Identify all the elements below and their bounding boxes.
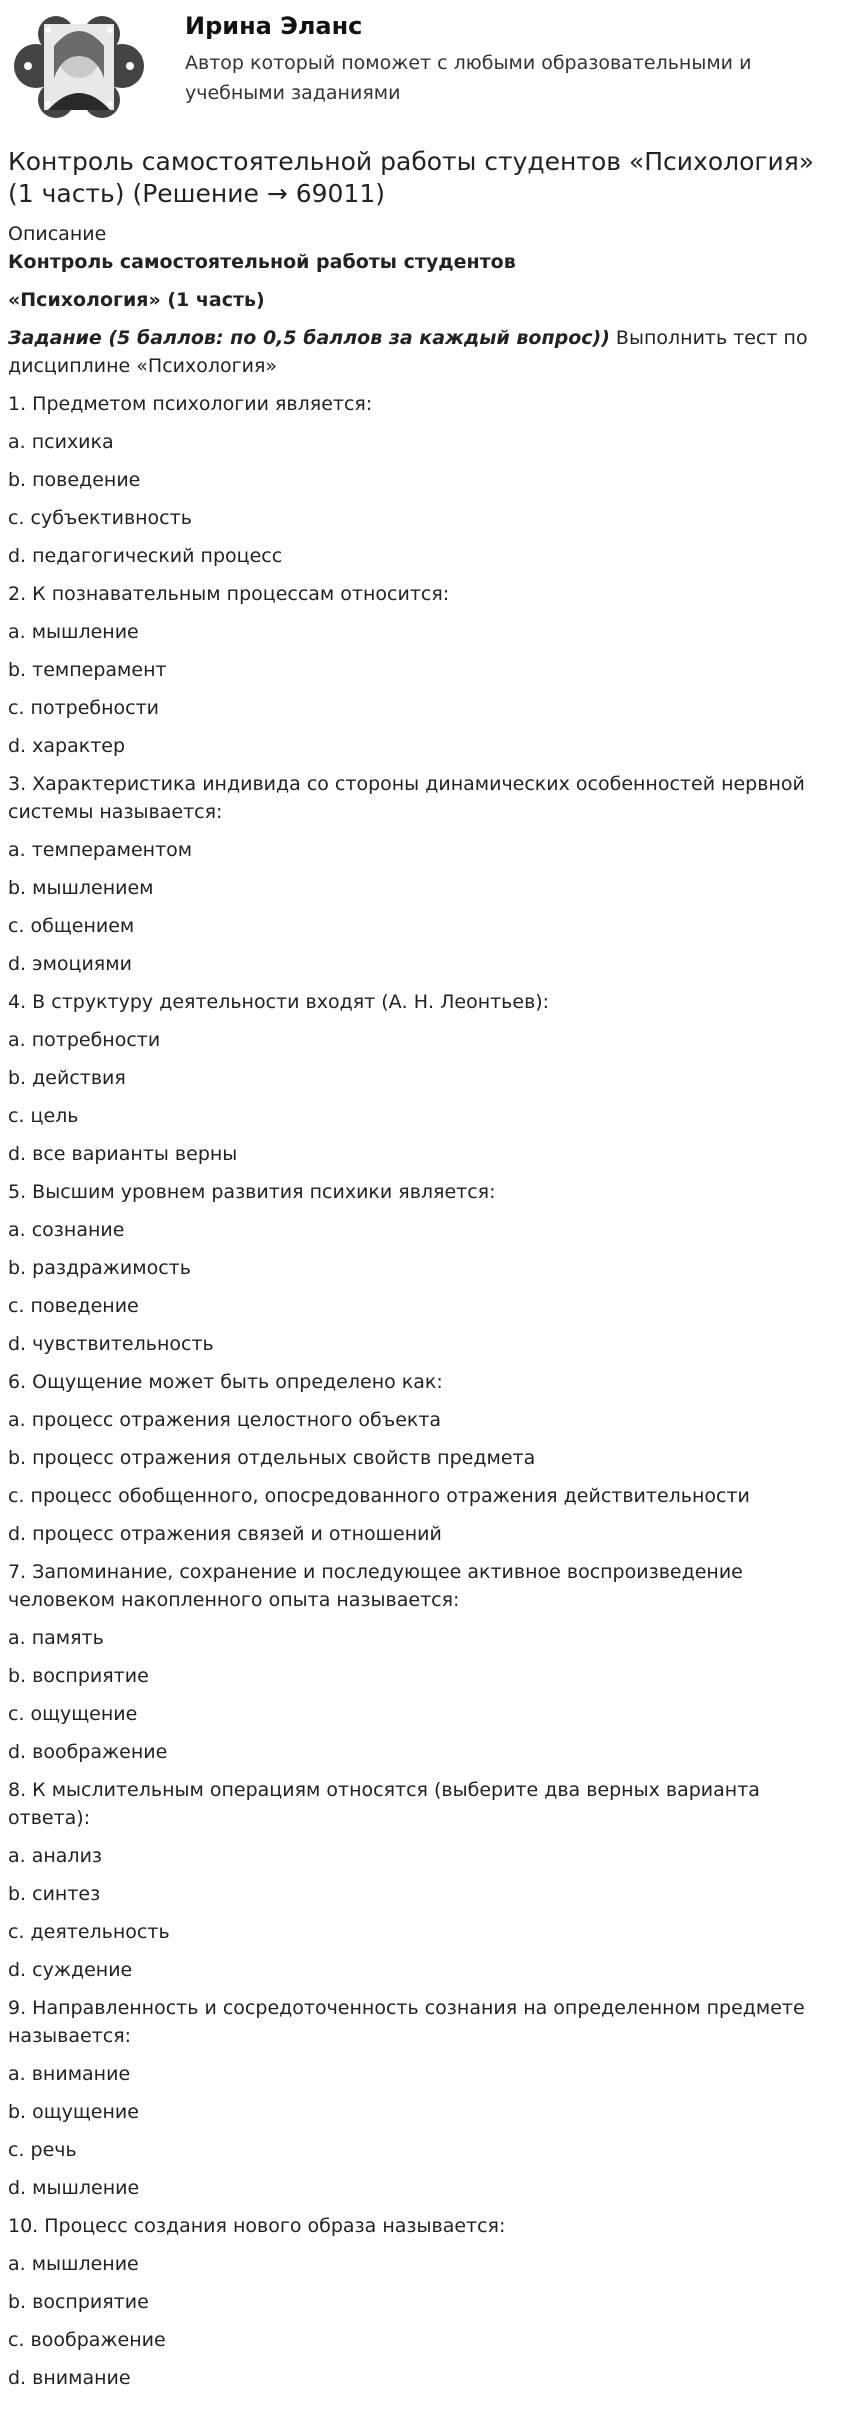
author-description: Автор который поможет с любыми образовательными и учебными заданиями bbox=[185, 52, 752, 104]
author-name[interactable]: Ирина Эланс bbox=[185, 12, 363, 40]
answer-option: d. внимание bbox=[8, 2367, 131, 2389]
answer-option: d. характер bbox=[8, 735, 126, 757]
answer-option: a. потребности bbox=[8, 1029, 161, 1051]
answer-option: d. чувствительность bbox=[8, 1333, 214, 1355]
description-label: Описание bbox=[8, 223, 107, 245]
question-text: 1. Предметом психологии является: bbox=[8, 393, 373, 415]
answer-option: c. общением bbox=[8, 915, 135, 937]
author-header bbox=[0, 0, 847, 140]
heading-line-1: Контроль самостоятельной работы студентов bbox=[8, 251, 516, 273]
answer-option: a. темпераментом bbox=[8, 839, 193, 861]
question-text: 3. Характеристика индивида со стороны динамических особенностей нервной системы называется: bbox=[8, 773, 805, 823]
answer-option: b. действия bbox=[8, 1067, 126, 1089]
question-text: 4. В структуру деятельности входят (А. Н. Леонтьев): bbox=[8, 991, 550, 1013]
answer-option: a. сознание bbox=[8, 1219, 125, 1241]
answer-option: d. суждение bbox=[8, 1959, 133, 1981]
answer-option: c. воображение bbox=[8, 2329, 166, 2351]
answer-option: d. эмоциями bbox=[8, 953, 132, 975]
question-text: 5. Высшим уровнем развития психики является: bbox=[8, 1181, 496, 1203]
answer-option: a. психика bbox=[8, 431, 114, 453]
answer-option: c. поведение bbox=[8, 1295, 139, 1317]
answer-option: a. память bbox=[8, 1627, 104, 1649]
answer-option: c. субъективность bbox=[8, 507, 192, 529]
answer-option: c. деятельность bbox=[8, 1921, 170, 1943]
answer-option: b. поведение bbox=[8, 469, 141, 491]
answer-option: a. мышление bbox=[8, 2253, 139, 2275]
answer-option: c. процесс обобщенного, опосредованного отражения действительности bbox=[8, 1485, 750, 1507]
answer-option: c. ощущение bbox=[8, 1703, 138, 1725]
task-statement bbox=[8, 324, 838, 380]
answer-option: b. мышлением bbox=[8, 877, 154, 899]
answer-option: a. мышление bbox=[8, 621, 139, 643]
author-avatar[interactable] bbox=[8, 6, 150, 126]
answer-option: d. воображение bbox=[8, 1741, 168, 1763]
answer-option: d. мышление bbox=[8, 2177, 140, 2199]
answer-option: c. потребности bbox=[8, 697, 160, 719]
question-text: 10. Процесс создания нового образа называется: bbox=[8, 2215, 506, 2237]
answer-option: b. процесс отражения отдельных свойств предмета bbox=[8, 1447, 536, 1469]
answer-option: b. темперамент bbox=[8, 659, 167, 681]
answer-option: b. ощущение bbox=[8, 2101, 139, 2123]
question-text: 7. Запоминание, сохранение и последующее активное воспроизведение человеком накопленного опыта называется: bbox=[8, 1561, 743, 1611]
questions-list bbox=[8, 390, 838, 2392]
task-points: Задание (5 баллов: по 0,5 баллов за каждый вопрос)) bbox=[8, 327, 610, 349]
document-body bbox=[0, 220, 838, 2392]
task-text: Выполнить тест по дисциплине «Психология» bbox=[8, 327, 808, 377]
question-text: 6. Ощущение может быть определено как: bbox=[8, 1371, 443, 1393]
answer-option: c. речь bbox=[8, 2139, 77, 2161]
answer-option: b. восприятие bbox=[8, 1665, 149, 1687]
answer-option: b. синтез bbox=[8, 1883, 101, 1905]
answer-option: a. процесс отражения целостного объекта bbox=[8, 1409, 442, 1431]
question-text: 8. К мыслительным операциям относятся (выберите два верных варианта ответа): bbox=[8, 1779, 760, 1829]
answer-option: a. внимание bbox=[8, 2063, 131, 2085]
heading-line-2: «Психология» (1 часть) bbox=[8, 289, 265, 311]
answer-option: b. раздражимость bbox=[8, 1257, 191, 1279]
page-title: Контроль самостоятельной работы студентов «Психология» (1 часть) (Решение → 69011) bbox=[8, 147, 815, 208]
answer-option: d. процесс отражения связей и отношений bbox=[8, 1523, 442, 1545]
question-text: 2. К познавательным процессам относится: bbox=[8, 583, 450, 605]
answer-option: c. цель bbox=[8, 1105, 79, 1127]
answer-option: d. все варианты верны bbox=[8, 1143, 238, 1165]
answer-option: d. педагогический процесс bbox=[8, 545, 283, 567]
answer-option: b. восприятие bbox=[8, 2291, 149, 2313]
answer-option: a. анализ bbox=[8, 1845, 103, 1867]
question-text: 9. Направленность и сосредоточенность сознания на определенном предмете называется: bbox=[8, 1997, 805, 2047]
